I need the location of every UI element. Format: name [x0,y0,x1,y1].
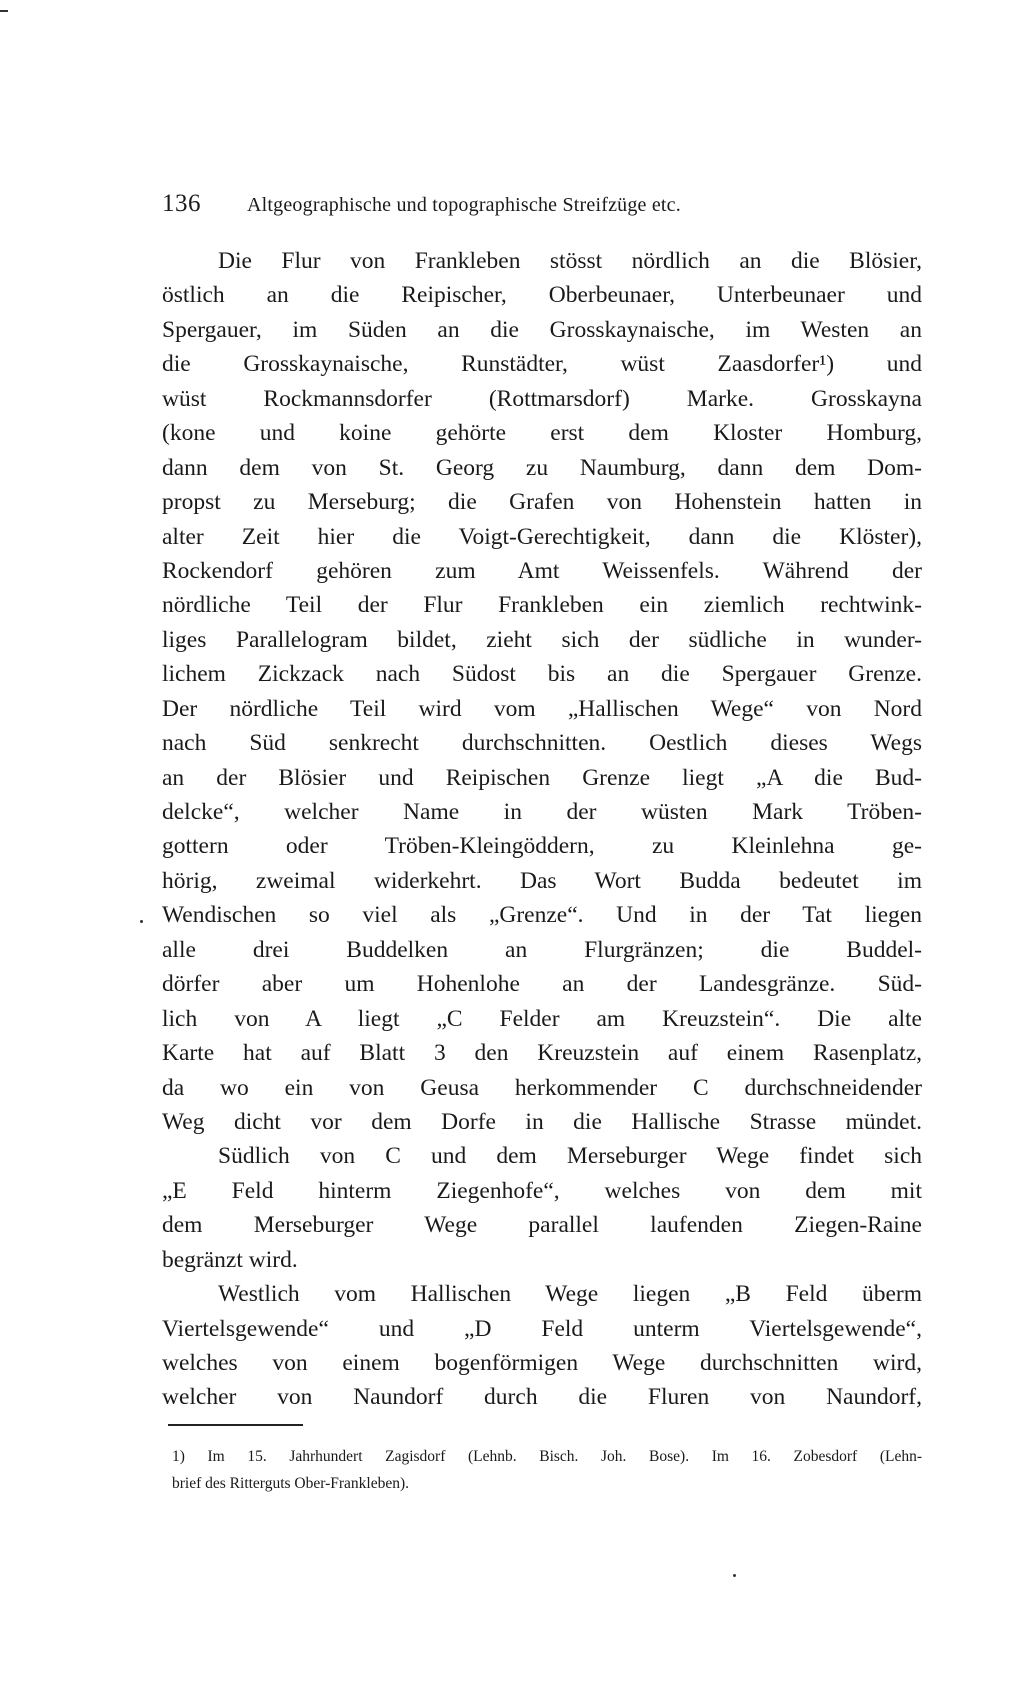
text-line: nördliche Teil der Flur Frankleben ein ziemlich rechtwink- [162,592,922,619]
text-line: dörfer aber um Hohenlohe an der Landesgränze. Süd- [162,971,922,998]
text-line: lich von A liegt „C Felder am Kreuzstein“. Die alte [162,1005,922,1032]
running-title: Altgeographische und topographische Streifzüge etc. [247,194,681,216]
footnote-divider [168,1424,303,1426]
text-line: hörig, zweimal widerkehrt. Das Wort Budda bedeutet im [162,867,922,894]
text-line: da wo ein von Geusa herkommender C durchschneidender [162,1074,922,1101]
text-line: alter Zeit hier die Voigt-Gerechtigkeit, dann die Klöster), [162,523,922,550]
text-line: Südlich von C und dem Merseburger Wege findet sich [218,1143,922,1170]
text-line: östlich an die Reipischer, Oberbeunaer, Unterbeunaer und [162,282,922,309]
text-line: gottern oder Tröben-Kleingöddern, zu Kleinlehna ge- [162,833,922,860]
text-line: dann dem von St. Georg zu Naumburg, dann dem Dom- [162,454,922,481]
text-line: Weg dicht vor dem Dorfe in die Hallische Strasse mündet. [162,1108,922,1135]
text-line: Karte hat auf Blatt 3 den Kreuzstein auf einem Rasenplatz, [162,1040,922,1067]
text-line: (kone und koine gehörte erst dem Kloster Homburg, [162,420,922,447]
body-text [162,244,922,1415]
text-line: liges Parallelogram bildet, zieht sich der südliche in wunder- [162,626,922,653]
text-line: welcher von Naundorf durch die Fluren von Naundorf, [162,1384,922,1411]
text-line: Viertelsgewende“ und „D Feld unterm Viertelsgewende“, [162,1315,922,1342]
footnote-line: 1) Im 15. Jahrhundert Zagisdorf (Lehnb. Bisch. Joh. Bose). Im 16. Zobesdorf (Lehn- [172,1448,922,1465]
scan-speck [140,920,143,923]
scan-corner-mark [0,10,8,12]
text-line: Westlich vom Hallischen Wege liegen „B Feld überm [218,1281,922,1308]
text-line: lichem Zickzack nach Südost bis an die Spergauer Grenze. [162,661,922,688]
text-line: Rockendorf gehören zum Amt Weissenfels. Während der [162,557,922,584]
footnotes [172,1443,922,1497]
text-line: delcke“, welcher Name in der wüsten Mark Tröben- [162,799,922,825]
scan-speck [733,1574,736,1577]
footnote-line: brief des Ritterguts Ober-Frankleben). [172,1475,410,1492]
page-number: 136 [162,190,201,217]
text-line: Der nördliche Teil wird vom „Hallischen Wege“ von Nord [162,695,922,722]
page-header [162,190,862,222]
text-line: nach Süd senkrecht durchschnitten. Oestlich dieses Wegs [162,730,922,757]
text-line: die Grosskaynaische, Runstädter, wüst Zaasdorfer¹) und [162,351,922,378]
text-line: begränzt wird. [162,1246,298,1273]
text-line: dem Merseburger Wege parallel laufenden Ziegen-Raine [162,1212,922,1239]
text-line: Spergauer, im Süden an die Grosskaynaische, im Westen an [162,316,922,343]
text-line: alle drei Buddelken an Flurgränzen; die Buddel- [162,936,922,963]
text-line: an der Blösier und Reipischen Grenze liegt „A die Bud- [162,764,922,791]
text-line: „E Feld hinterm Ziegenhofe“, welches von dem mit [162,1177,922,1204]
text-line: propst zu Merseburg; die Grafen von Hohenstein hatten in [162,489,922,516]
text-line: Die Flur von Frankleben stösst nördlich an die Blösier, [218,248,922,274]
text-line: wüst Rockmannsdorfer (Rottmarsdorf) Marke. Grosskayna [162,385,922,412]
text-line: Wendischen so viel als „Grenze“. Und in der Tat liegen [162,902,922,929]
text-line: welches von einem bogenförmigen Wege durchschnitten wird, [162,1350,922,1376]
